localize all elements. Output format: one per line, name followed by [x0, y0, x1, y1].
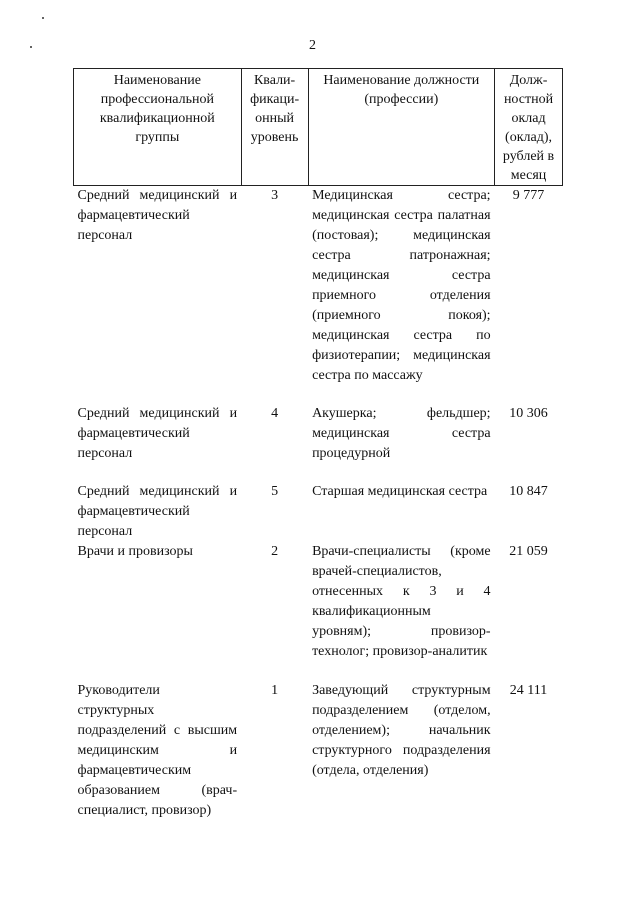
salary-cell: 10 306 [509, 406, 548, 421]
group-cell: Средний медицинский и фармацевтический персонал [77, 484, 238, 539]
salary-cell: 9 777 [512, 188, 545, 203]
positions-cell: Медицинская сестра; медицинская сестра палатная (постовая); медицинская сестра патронажная; медицинская сестра приемного отделения (приемного покоя); медицинская сестра по физиотерапии; медицинская сестра по массажу [312, 188, 491, 383]
level-cell: 3 [271, 188, 279, 203]
table-row [74, 482, 563, 542]
table-body [74, 186, 563, 822]
level-cell: 5 [271, 484, 279, 499]
salary-cell: 24 111 [509, 683, 548, 698]
positions-cell: Заведующий структурным подразделением (отделом, отделением); начальник структурного подразделения (отдела, отделения) [312, 683, 491, 778]
group-cell: Руководители структурных подразделений с высшим медицинским и фармацевтическим образованием (врач-специалист, провизор) [77, 683, 238, 818]
header-group-name: Наименование профессиональной квалификационной группы [74, 69, 242, 186]
level-cell: 4 [271, 406, 279, 421]
level-cell: 1 [271, 683, 279, 698]
header-salary: Долж-ностной оклад (оклад), рублей в месяц [495, 69, 563, 186]
positions-cell: Старшая медицинская сестра [312, 484, 488, 499]
header-qualification-level: Квали-фикаци-онный уровень [241, 69, 308, 186]
salary-table [73, 68, 563, 821]
table-row [74, 186, 563, 405]
positions-cell: Врачи-специалисты (кроме врачей-специалистов, отнесенных к 3 и 4 квалификационным уровням); провизор-технолог; провизор-аналитик [312, 544, 491, 659]
scan-speck [42, 17, 44, 19]
page-number: 2 [309, 38, 316, 53]
positions-cell: Акушерка; фельдшер; медицинская сестра процедурной [312, 406, 491, 461]
scan-speck [30, 46, 32, 48]
table-header [74, 69, 563, 186]
level-cell: 2 [271, 544, 279, 559]
group-cell: Средний медицинский и фармацевтический персонал [77, 406, 238, 461]
salary-cell: 21 059 [509, 544, 548, 559]
group-cell: Врачи и провизоры [77, 544, 193, 559]
table-row [74, 681, 563, 821]
table-row [74, 542, 563, 681]
header-row [74, 69, 563, 186]
group-cell: Средний медицинский и фармацевтический персонал [77, 188, 238, 243]
salary-cell: 10 847 [509, 484, 548, 499]
header-position-name: Наименование должности (профессии) [308, 69, 495, 186]
table-row [74, 404, 563, 482]
